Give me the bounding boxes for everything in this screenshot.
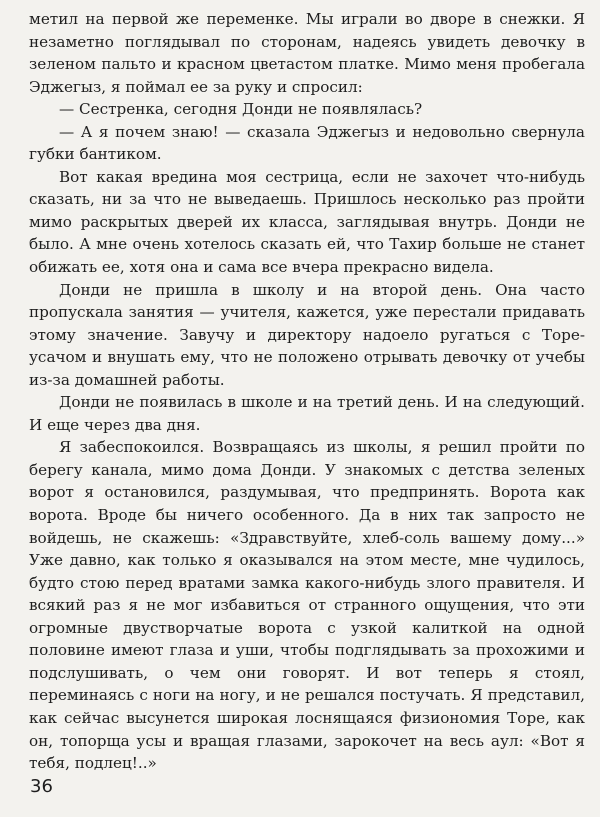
paragraph-continuation: метил на первой же переменке. Мы играли во дворе в снежки. Я незаметно поглядывал по сторонам, надеясь увидеть девочку в зеленом пальто и красном цветастом платке. Мимо меня пробегала Эджегыз, я поймал ее за руку и спросил: xyxy=(29,10,585,96)
paragraph-second-day: Донди не пришла в школу и на второй день. Она часто пропускала занятия — учителя, кажется, уже перестали придавать этому значение. Завучу и директору надоело ругаться с Торе-усачом и внушать ему, что не положено отрывать девочку от учебы из-за домашней работы. xyxy=(29,280,585,389)
paragraph-gates: Я забеспокоился. Возвращаясь из школы, я решил пройти по берегу канала, мимо дома Донди. У знакомых с детства зеленых ворот я остановился, раздумывая, что предпринять. Ворота как ворота. Вроде бы ничего особенного. Да в них так запросто не войдешь, не скажешь: «Здравствуйте, хлеб-соль вашему дому...» Уже давно, как только я оказывался на этом месте, мне чудилось, будто стою перед вратами замка какого-нибудь злого правителя. И всякий раз я не мог избавиться от странного ощущения, что эти огромные двустворчатые ворота с узкой калиткой на одной половине имеют глаза и уши, чтобы подглядывать за прохожими и подслушивать, о чем они говорят. И вот теперь я стоял, переминаясь с ноги на ногу, и не решался постучать. Я представил, как сейчас высунется широкая лоснящаяся физиономия Торе, как он, топорща усы и вращая глазами, зарокочет на весь аул: «Вот я тебя, подлец!..» xyxy=(29,438,585,773)
page-number: 36 xyxy=(30,776,53,797)
paragraph-third-day: Донди не появилась в школе и на третий день. И на следующий. И еще через два дня. xyxy=(29,393,585,434)
paragraph-dialogue-answer: — А я почем знаю! — сказала Эджегыз и недовольно свернула губки бантиком. xyxy=(29,122,585,164)
paragraph-sister: Вот какая вредина моя сестрица, если не захочет что-нибудь сказать, ни за что не выведаешь. Пришлось несколько раз пройти мимо раскрытых дверей их класса, заглядывая внутрь. Донди не было. А мне очень хотелось сказать ей, что Тахир больше не станет обижать ее, хотя она и сама все вчера прекрасно видела. xyxy=(29,167,585,277)
body-text xyxy=(29,8,585,775)
paragraph-dialogue-question: — Сестренка, сегодня Донди не появлялась? xyxy=(59,100,423,119)
